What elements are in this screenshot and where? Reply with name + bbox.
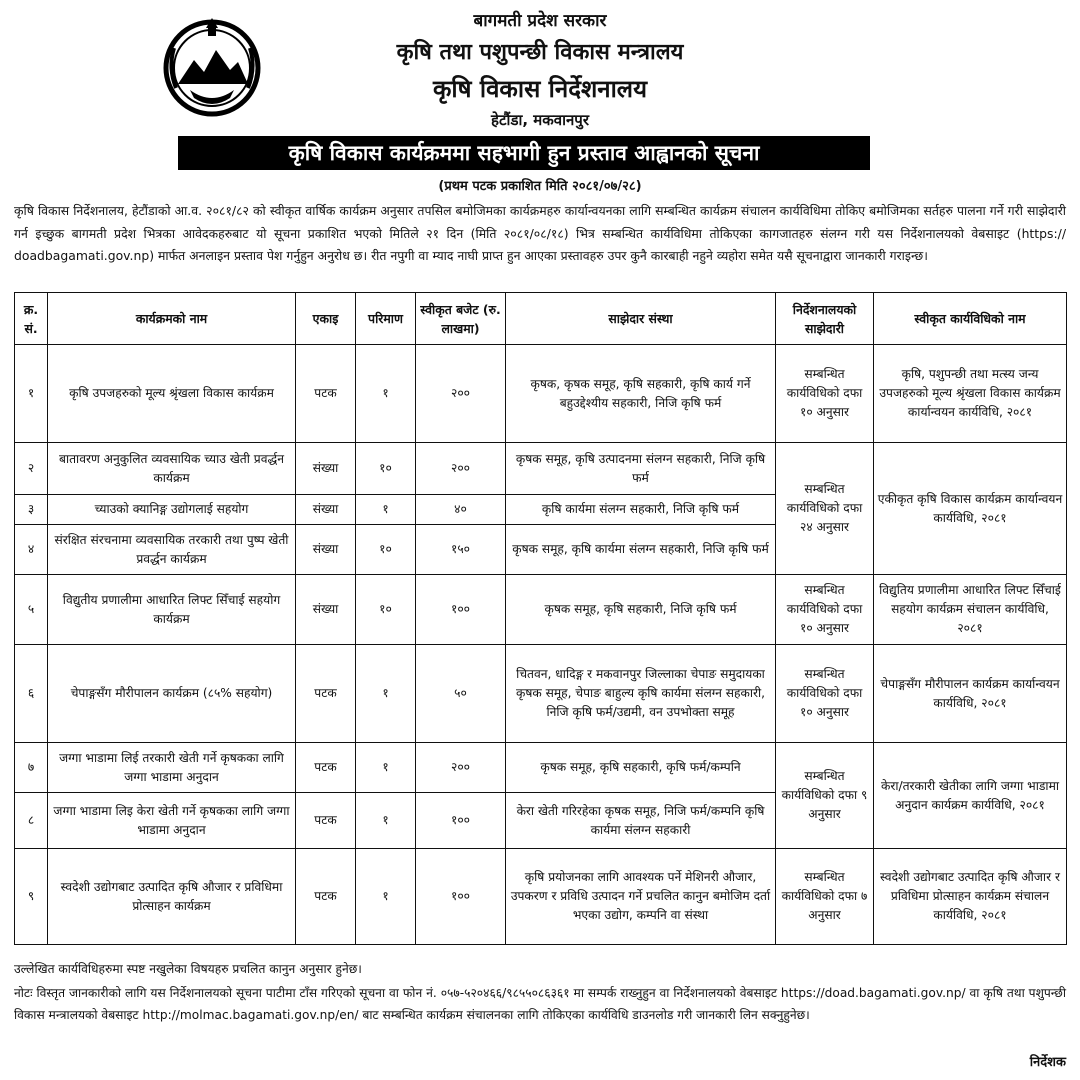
notice-title-banner: कृषि विकास कार्यक्रममा सहभागी हुन प्रस्ताव आह्वानको सूचना [178,136,870,170]
cell-procedure: विद्युतिय प्रणालीमा आधारित लिफ्ट सिँचाई सहयोग कार्यक्रम संचालन कार्यविधि, २०८१ [874,575,1067,645]
cell-unit: संख्या [296,443,356,495]
cell-quantity: १ [356,495,416,525]
cell-quantity: १ [356,345,416,443]
cell-directorate-share: सम्बन्धित कार्यविधिको दफा २४ अनुसार [776,443,874,575]
cell-sn: ३ [15,495,48,525]
cell-program: विद्युतीय प्रणालीमा आधारित लिफ्ट सिँचाई सहयोग कार्यक्रम [48,575,296,645]
cell-unit: पटक [296,645,356,743]
cell-program: कृषि उपजहरुको मूल्य श्रृंखला विकास कार्यक्रम [48,345,296,443]
cell-budget: १०० [416,849,506,945]
cell-sn: ९ [15,849,48,945]
cell-unit: पटक [296,849,356,945]
office-location: हेटौंडा, मकवानपुर [491,111,589,129]
procedure-law-note: उल्लेखित कार्यविधिहरुमा स्पष्ट नखुलेका विषयहरु प्रचलित कानुन अनुसार हुनेछ। [14,962,362,976]
cell-partner: चितवन, धादिङ्ग र मकवानपुर जिल्लाका चेपाङ समुदायका कृषक समूह, चेपाङ बाहुल्य कृषि कार्यमा संलग्न सहकारी, निजि कृषि फर्म/उद्यमी, वन उपभोक्ता समूह [506,645,776,743]
cell-directorate-share: सम्बन्धित कार्यविधिको दफा १० अनुसार [776,645,874,743]
header-program: कार्यक्रमको नाम [48,293,296,345]
cell-quantity: १ [356,645,416,743]
cell-partner: कृषक समूह, कृषि कार्यमा संलग्न सहकारी, निजि कृषि फर्म [506,525,776,575]
table-row [15,645,1067,743]
cell-partner: कृषक समूह, कृषि सहकारी, निजि कृषि फर्म [506,575,776,645]
cell-quantity: १ [356,849,416,945]
table-row [15,443,1067,495]
cell-directorate-share: सम्बन्धित कार्यविधिको दफा ९ अनुसार [776,743,874,849]
program-table [14,292,1067,945]
cell-sn: ५ [15,575,48,645]
cell-quantity: १० [356,443,416,495]
header-partner: साझेदार संस्था [506,293,776,345]
cell-program: जग्गा भाडामा लिइ केरा खेती गर्ने कृषकका लागि जग्गा भाडामा अनुदान [48,793,296,849]
notice-header [0,0,1080,200]
table-row [15,849,1067,945]
cell-partner: कृषक समूह, कृषि सहकारी, कृषि फर्म/कम्पनि [506,743,776,793]
cell-quantity: १० [356,525,416,575]
cell-partner: कृषि प्रयोजनका लागि आवश्यक पर्ने मेशिनरी औजार, उपकरण र प्रविधि उत्पादन गर्ने प्रचलित कानुन बमोजिम दर्ता भएका उद्योग, कम्पनि वा संस्था [506,849,776,945]
cell-budget: २०० [416,443,506,495]
cell-program: च्याउको क्यानिङ्ग उद्योगलाई सहयोग [48,495,296,525]
cell-procedure: स्वदेशी उद्योगबाट उत्पादित कृषि औजार र प्रविधिमा प्रोत्साहन कार्यक्रम संचालन कार्यविधि, २०८१ [874,849,1067,945]
cell-sn: ७ [15,743,48,793]
header-procedure: स्वीकृत कार्यविधिको नाम [874,293,1067,345]
cell-unit: पटक [296,345,356,443]
publish-date: (प्रथम पटक प्रकाशित मिति २०८१/०७/२८) [438,179,642,194]
cell-procedure: एकीकृत कृषि विकास कार्यक्रम कार्यान्वयन कार्यविधि, २०८१ [874,443,1067,575]
cell-program: चेपाङ्गसँग मौरीपालन कार्यक्रम (८५% सहयोग) [48,645,296,743]
cell-unit: संख्या [296,575,356,645]
cell-program: स्वदेशी उद्योगबाट उत्पादित कृषि औजार र प्रविधिमा प्रोत्साहन कार्यक्रम [48,849,296,945]
table-header-row [15,293,1067,345]
cell-procedure: केरा/तरकारी खेतीका लागि जग्गा भाडामा अनुदान कार्यक्रम कार्यविधि, २०८१ [874,743,1067,849]
table-row [15,743,1067,793]
cell-program: जग्गा भाडामा लिई तरकारी खेती गर्ने कृषकका लागि जग्गा भाडामा अनुदान [48,743,296,793]
cell-budget: २०० [416,743,506,793]
cell-procedure: कृषि, पशुपन्छी तथा मत्स्य जन्य उपजहरुको मूल्य श्रृंखला विकास कार्यक्रम कार्यान्वयन कार्यविधि, २०८१ [874,345,1067,443]
cell-partner: कृषक समूह, कृषि उत्पादनमा संलग्न सहकारी, निजि कृषि फर्म [506,443,776,495]
cell-partner: कृषक, कृषक समूह, कृषि सहकारी, कृषि कार्य गर्ने बहुउद्देश्यीय सहकारी, निजि कृषि फर्म [506,345,776,443]
cell-quantity: १० [356,575,416,645]
cell-procedure: चेपाङ्गसँग मौरीपालन कार्यक्रम कार्यान्वयन कार्यविधि, २०८१ [874,645,1067,743]
cell-sn: ४ [15,525,48,575]
cell-partner: केरा खेती गरिरहेका कृषक समूह, निजि फर्म/कम्पनि कृषि कार्यमा संलग्न सहकारी [506,793,776,849]
header-budget: स्वीकृत बजेट (रु. लाखमा) [416,293,506,345]
cell-budget: २०० [416,345,506,443]
cell-sn: १ [15,345,48,443]
cell-directorate-share: सम्बन्धित कार्यविधिको दफा १० अनुसार [776,345,874,443]
ministry-name: कृषि तथा पशुपन्छी विकास मन्त्रालय [396,40,684,65]
header-sn: क्र. सं. [15,293,48,345]
government-name: बागमती प्रदेश सरकार [473,11,607,31]
cell-quantity: १ [356,793,416,849]
cell-budget: ५० [416,645,506,743]
cell-program: संरक्षित संरचनामा व्यवसायिक तरकारी तथा पुष्प खेती प्रवर्द्धन कार्यक्रम [48,525,296,575]
cell-quantity: १ [356,743,416,793]
cell-sn: ६ [15,645,48,743]
cell-directorate-share: सम्बन्धित कार्यविधिको दफा ७ अनुसार [776,849,874,945]
cell-unit: पटक [296,743,356,793]
intro-paragraph: कृषि विकास निर्देशनालय, हेटौंडाको आ.व. २०८१/८२ को स्वीकृत वार्षिक कार्यक्रम अनुसार तपसिल बमोजिमका कार्यक्रमहरु कार्यान्वयनका लागि सम्बन्धित कार्यक्रम संचालन कार्यविधिमा तोकिए बमोजिमका सर्तहरु पालना गर्ने गरी साझेदारी गर्न इच्छुक बागमती प्रदेश भित्रका आवेदकहरुबाट यो सूचना प्रकाशित भएको मितिले २१ दिन (मिति २०८१/०८/१८) भित्र सम्बन्धित कार्यविधिमा तोकिएका कागजातहरु संलग्न गरी यस निर्देशनालयको वेबसाइट (https:// doadbagamati.gov.np) मार्फत अनलाइन प्रस्ताव पेश गर्नुहुन अनुरोध छ। रीत नपुगी वा म्याद नाघी प्राप्त हुन आएका प्रस्तावहरु उपर कुनै कारबाही नहुने व्यहोरा समेत यसै सूचनाद्वारा जानकारी गराइन्छ। [14,203,1066,263]
header-directorate-share: निर्देशनालयको साझेदारी [776,293,874,345]
cell-budget: १०० [416,793,506,849]
cell-program: बातावरण अनुकुलित व्यवसायिक च्याउ खेती प्रवर्द्धन कार्यक्रम [48,443,296,495]
contact-note: नोटः विस्तृत जानकारीको लागि यस निर्देशनालयको सूचना पाटीमा टाँस गरिएको सूचना वा फोन नं. ०५७-५२०४६६/९८५५०८६३६१ मा सम्पर्क राख्नुहुन वा निर्देशनालयको वेबसाइट https://doad.bagamati.gov.np/ वा कृषि तथा पशुपन्छी विकास मन्त्रालयको वेबसाइट http://molmac.bagamati.gov.np/en/ बाट सम्बन्धित कार्यक्रम संचालनका लागि तोकिएका कार्यविधि डाउनलोड गरी जानकारी लिन सक्नुहुनेछ। [14,986,1066,1022]
cell-sn: ८ [15,793,48,849]
cell-sn: २ [15,443,48,495]
header-quantity: परिमाण [356,293,416,345]
cell-budget: ४० [416,495,506,525]
cell-unit: पटक [296,793,356,849]
cell-partner: कृषि कार्यमा संलग्न सहकारी, निजि कृषि फर्म [506,495,776,525]
cell-budget: १०० [416,575,506,645]
cell-directorate-share: सम्बन्धित कार्यविधिको दफा १० अनुसार [776,575,874,645]
directorate-name: कृषि विकास निर्देशनालय [433,75,647,103]
cell-budget: १५० [416,525,506,575]
cell-unit: संख्या [296,495,356,525]
table-row [15,575,1067,645]
cell-unit: संख्या [296,525,356,575]
signature-title: निर्देशक [1029,1055,1066,1070]
header-unit: एकाइ [296,293,356,345]
table-row [15,345,1067,443]
